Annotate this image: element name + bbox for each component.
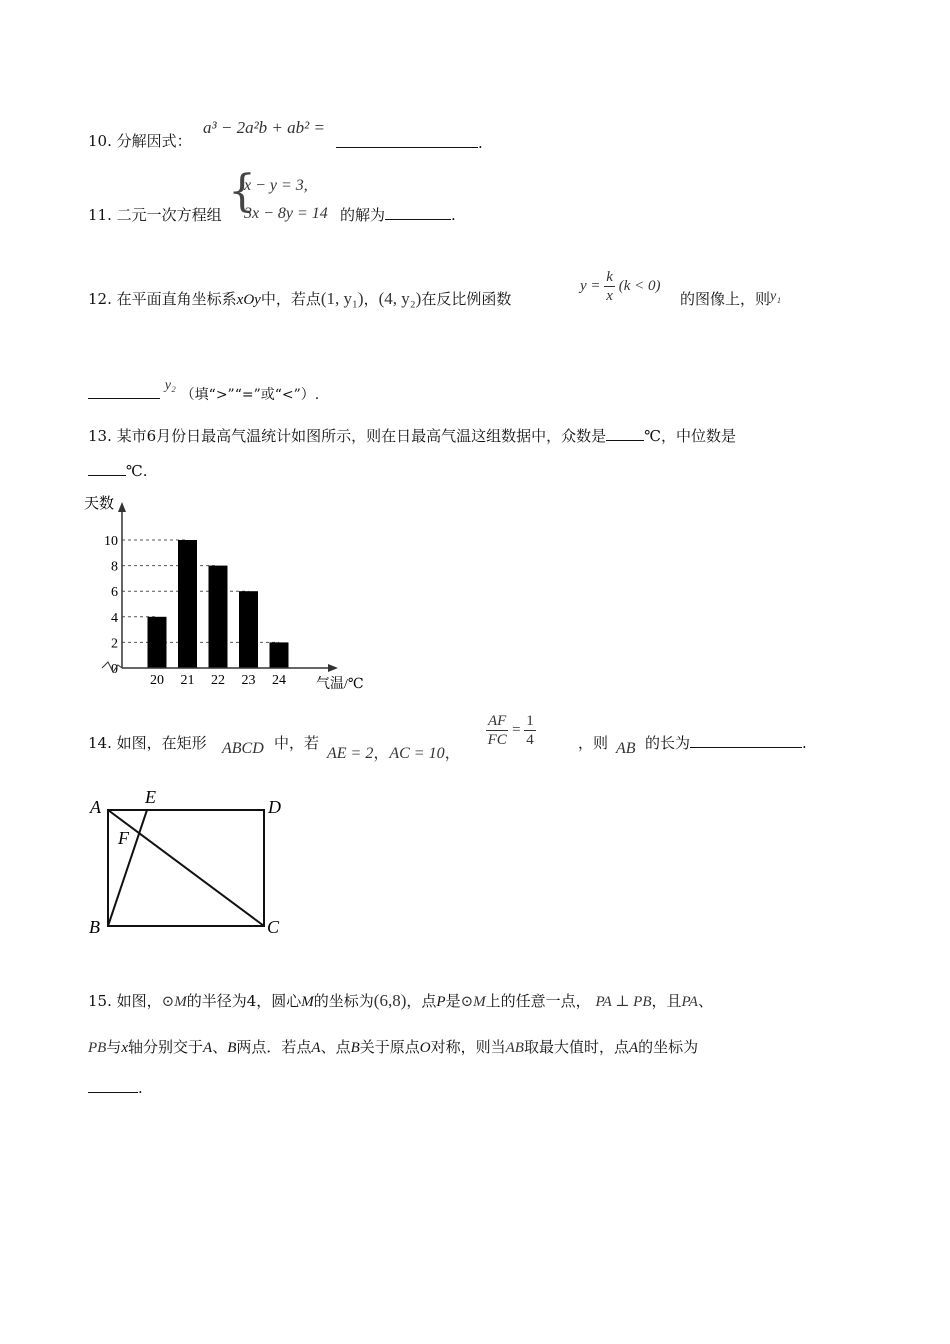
x-tick-label: 23 xyxy=(241,673,256,688)
q11-brace: { xyxy=(228,166,256,217)
temperature-bar-chart xyxy=(80,490,380,690)
q11-equation-2: 3x − 8y = 14 xyxy=(244,205,328,222)
q10-expression: a³ − 2a²b + ab² = xyxy=(203,118,325,137)
label-d: D xyxy=(268,797,281,817)
question-15-line-1: 15. 如图，⊙M的半径为4，圆心M的坐标为(6,8)，点P是⊙M上的任意一点， PA ⊥ PB，且PA、 xyxy=(88,991,713,1010)
question-12: 12. 在平面直角坐标系xOy中，若点(1, y₁)，(4, y₂)在反比例函数 xyxy=(88,289,512,308)
q12-number: 12. xyxy=(88,290,112,308)
q13-line-2: ℃. xyxy=(88,461,148,480)
q12-line-2: y₂ （填“>”“=”或“<”）. xyxy=(88,378,319,404)
q12-answer-blank xyxy=(88,384,160,399)
q11-number: 11. xyxy=(88,206,112,224)
x-axis-title: 气温/℃ xyxy=(316,677,364,690)
x-tick-label: 22 xyxy=(211,673,225,688)
label-f: F xyxy=(118,828,129,848)
q10-answer-blank: . xyxy=(336,133,483,152)
label-e: E xyxy=(145,787,156,807)
label-c: C xyxy=(267,917,280,937)
q11-text: 二元一次方程组 xyxy=(116,206,222,224)
y-axis-title: 天数 xyxy=(84,496,115,512)
bar-22 xyxy=(209,566,228,668)
q10-number: 10. xyxy=(88,132,112,150)
bar-20 xyxy=(148,617,167,668)
question-11 xyxy=(88,204,222,225)
q13-number: 13. xyxy=(88,427,112,445)
x-axis-arrow xyxy=(328,664,338,672)
label-b: B xyxy=(89,917,100,937)
x-tick-label: 24 xyxy=(272,673,286,688)
q12-point-2: (4, y₂) xyxy=(378,289,422,308)
q14-ratio: $\frac{AF}{FC}$ = $\frac{1}{4}$ xyxy=(487,713,534,748)
question-15-line-2: PB与x轴分别交于A、B两点．若点A、点B关于原点O对称，则当AB取最大值时，点A的坐标为 xyxy=(88,1038,699,1056)
question-10 xyxy=(88,130,192,151)
y-tick-label: 2 xyxy=(111,636,118,652)
q10-text: 分解因式： xyxy=(116,132,192,150)
q12-function: y = $\frac{k}{x}$ (k < 0) xyxy=(580,269,661,304)
q14-ae: AE = 2，AC = 10， xyxy=(327,745,461,762)
y-tick-label: 8 xyxy=(111,559,118,575)
diagonal-ac xyxy=(108,810,264,926)
y-tick-label: 6 xyxy=(111,585,118,601)
x-tick-label: 20 xyxy=(150,673,164,688)
q13-median-blank xyxy=(88,461,126,476)
y-tick-label: 0 xyxy=(111,662,118,677)
question-13: 13. 某市6月份日最高气温统计如图所示，则在日最高气温这组数据中，众数是 ℃，中位数是 xyxy=(88,427,736,445)
q13-mode-blank xyxy=(606,426,644,441)
x-tick-label: 21 xyxy=(180,673,195,688)
question-15-line-3: . xyxy=(88,1078,143,1097)
label-a: A xyxy=(90,797,101,817)
bar-24 xyxy=(270,642,289,668)
q11-answer-blank xyxy=(385,205,451,220)
q14-answer-blank xyxy=(690,733,802,748)
q15-answer-blank xyxy=(88,1078,138,1093)
q14-number: 14. xyxy=(88,734,112,752)
y-tick-label: 10 xyxy=(104,534,118,549)
q11-equation-1: x − y = 3, xyxy=(244,177,308,194)
q12-tail: 的图像上，则y₁ xyxy=(680,289,782,308)
q15-number: 15. xyxy=(88,992,112,1010)
q14-rect-name: ABCD xyxy=(222,740,264,757)
bar-23 xyxy=(239,591,258,668)
bar-21 xyxy=(178,540,197,668)
q12-point-1: (1, y₁) xyxy=(320,289,364,308)
y-axis-arrow xyxy=(118,502,126,512)
y-tick-label: 4 xyxy=(111,610,118,626)
rectangle-figure xyxy=(84,785,304,945)
q11-tail: 的解为 . xyxy=(340,206,456,224)
q14-ab: AB xyxy=(616,740,636,757)
question-14: 14. 如图，在矩形 xyxy=(88,734,207,752)
